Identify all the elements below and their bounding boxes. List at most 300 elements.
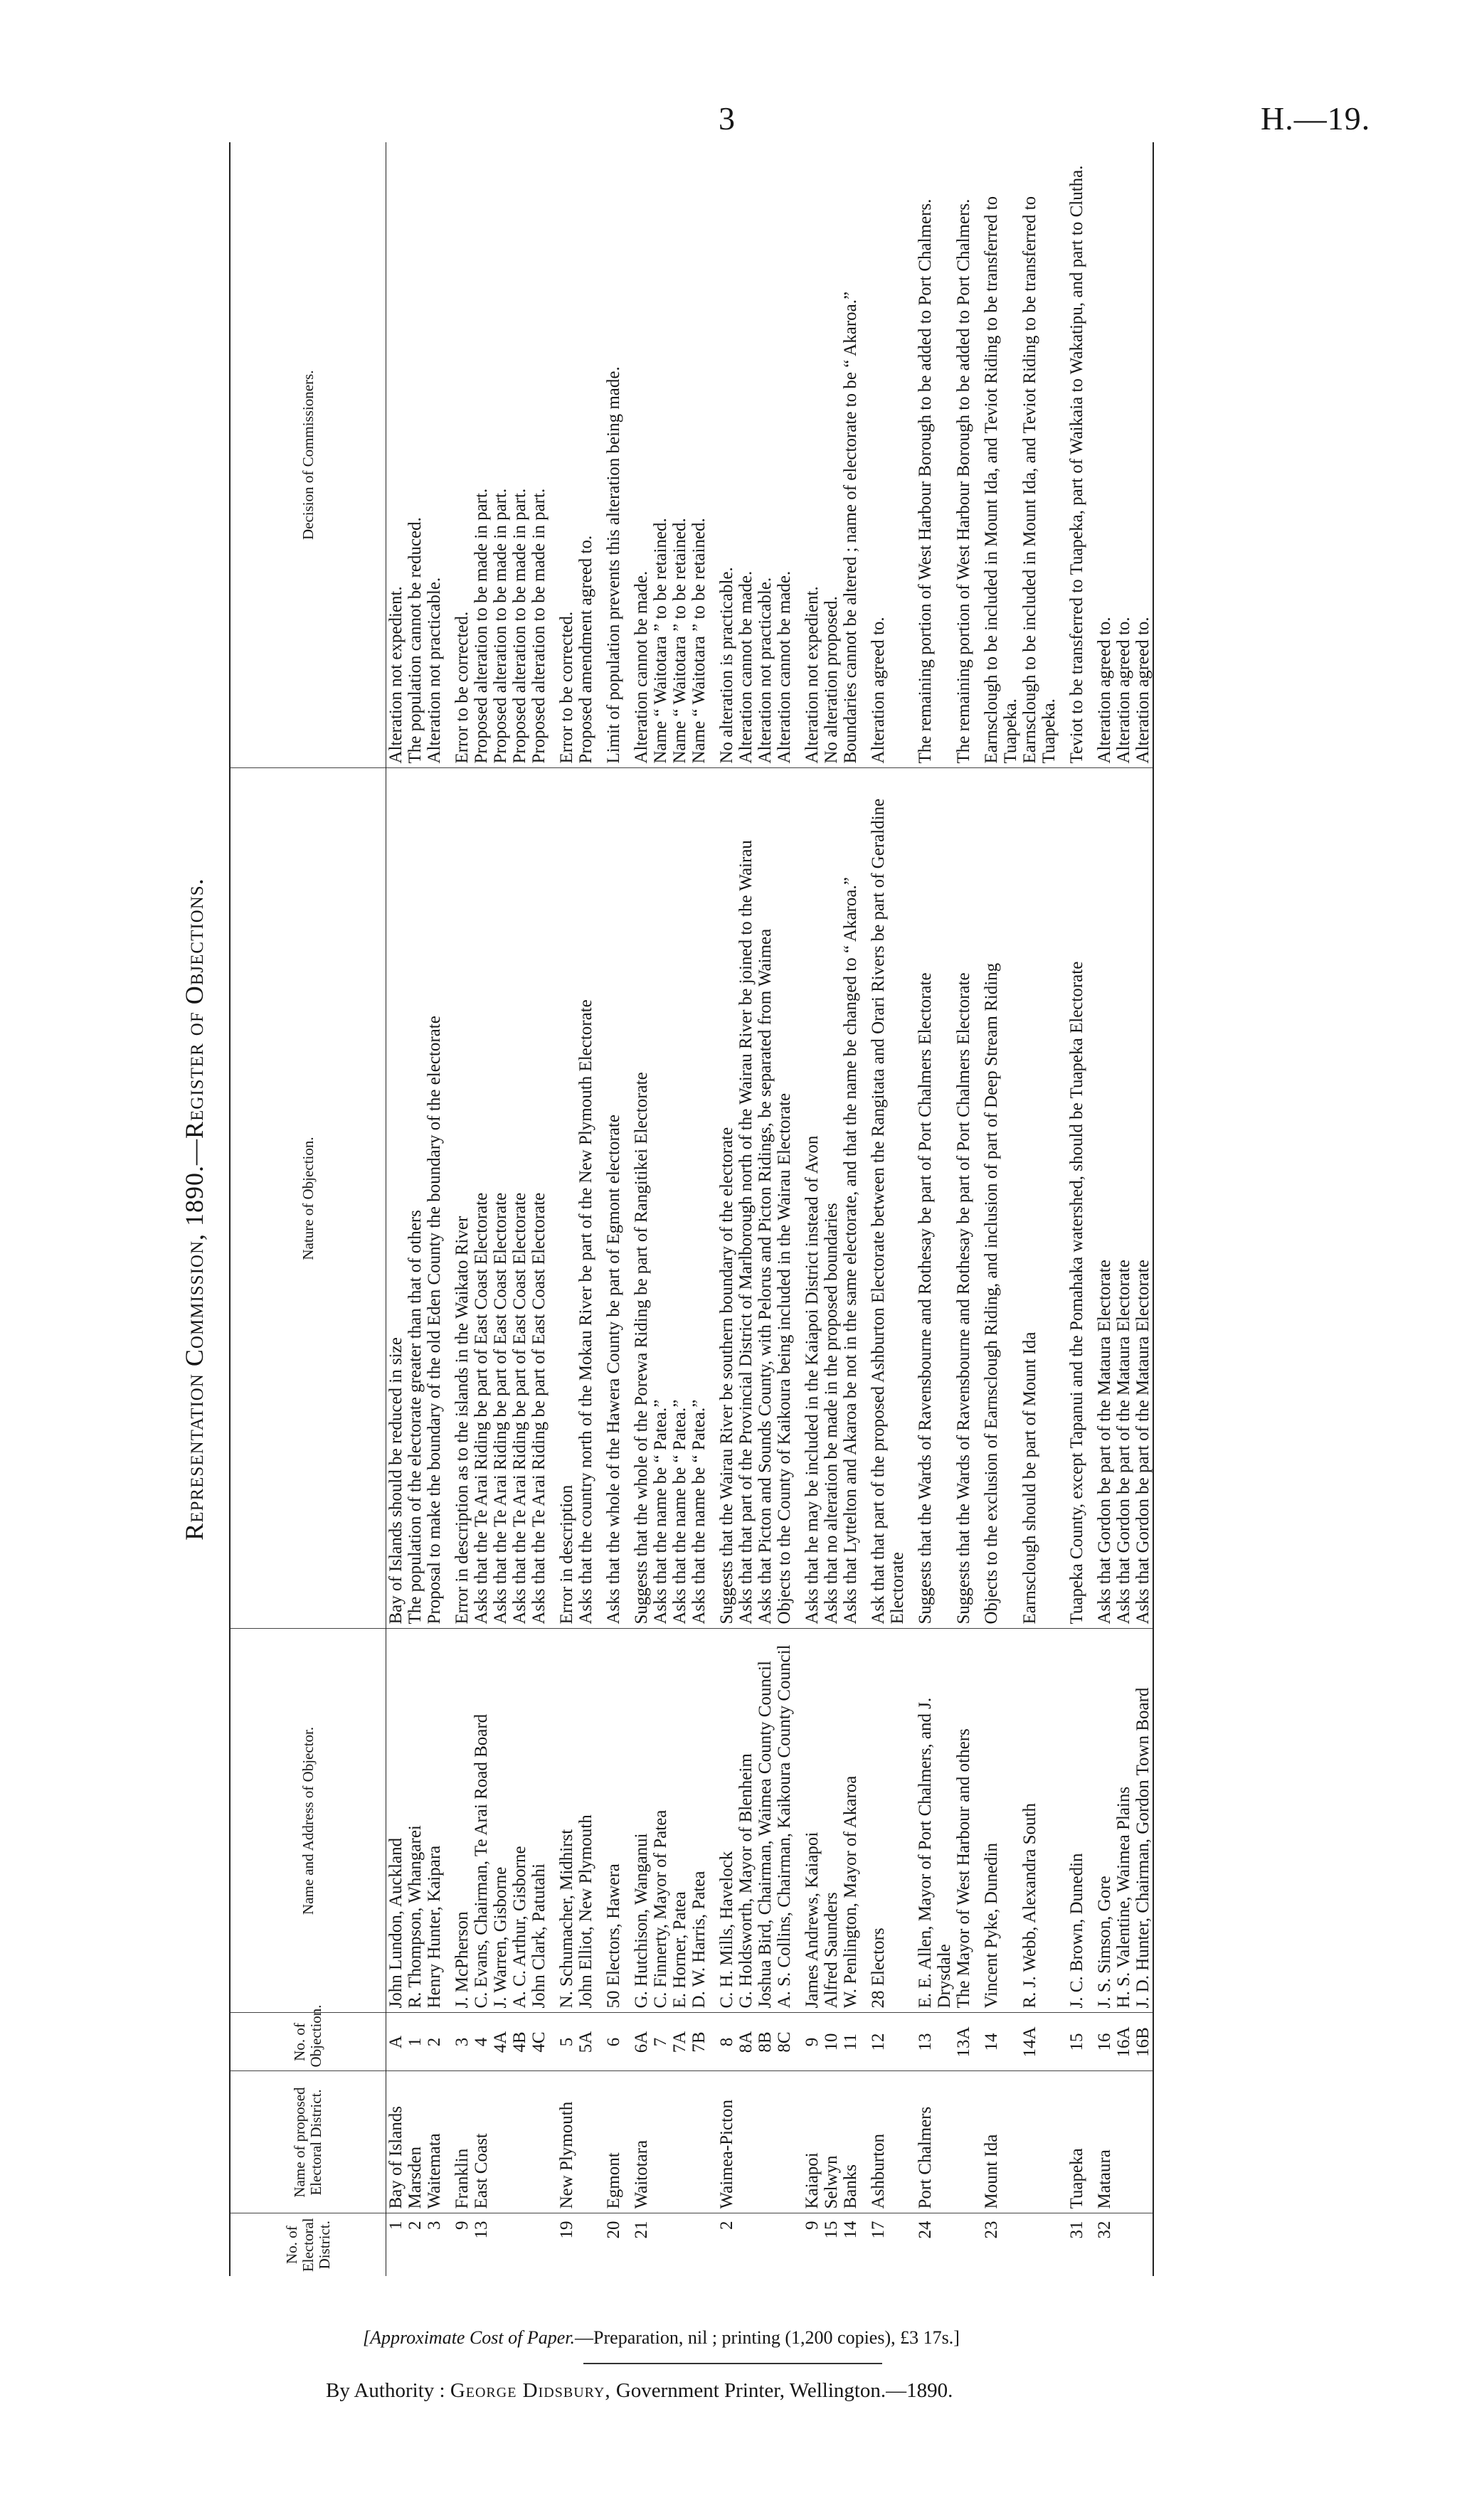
spacer-cell — [860, 142, 869, 768]
district-name-cell — [651, 2071, 670, 2213]
objection-number-cell: 1 — [406, 2013, 425, 2071]
district-name-cell: New Plymouth — [557, 2071, 576, 2213]
table-row — [557, 142, 576, 2276]
district-name-cell: Mataura — [1095, 2071, 1114, 2213]
district-number-cell: 23 — [982, 2221, 1001, 2239]
rotated-register-table — [176, 142, 1329, 2276]
district-number-cell: 2 — [717, 2221, 736, 2230]
spacer-cell — [623, 2213, 632, 2276]
district-number-cell — [510, 2213, 529, 2276]
objector-cell: J. S. Simson, Gore — [1095, 1629, 1114, 2013]
table-row — [916, 142, 954, 2276]
objection-nature-cell: Objects to the exclusion of Earnsclough Riding, and inclusion of part of Deep Stream Riding — [982, 768, 1020, 1629]
table-row — [425, 142, 444, 2276]
spacer-cell — [595, 2013, 604, 2071]
objector-cell: J. Warren, Gisborne — [491, 1629, 510, 2013]
table-row — [472, 142, 491, 2276]
objection-nature-cell: Objects to the County of Kaikoura being included in the Wairau Electorate — [775, 768, 794, 1629]
objector-cell: R. Thompson, Whangarei — [406, 1629, 425, 2013]
group-spacer — [907, 142, 916, 2276]
page-number: 3 — [719, 100, 735, 137]
objector-cell: Henry Hunter, Kaipara — [425, 1629, 444, 2013]
district-name-cell — [510, 2071, 529, 2213]
objector-cell: D. W. Harris, Patea — [689, 1629, 709, 2013]
objection-nature-cell: Asks that Gordon be part of the Mataura Electorate — [1114, 768, 1133, 1629]
table-row — [822, 142, 841, 2276]
table-row — [510, 142, 529, 2276]
spacer-cell — [1086, 768, 1095, 1629]
table-row — [1114, 142, 1133, 2276]
district-number-cell — [670, 2213, 689, 2276]
spacer-cell — [1086, 142, 1095, 768]
spacer-cell — [794, 768, 802, 1629]
group-spacer — [860, 142, 869, 2276]
objection-nature-cell: Asks that Lyttelton and Akaroa be not in the same electorate, and that the name be changed to “ Akaroa.” — [841, 768, 860, 1629]
objection-number-cell: 4C — [529, 2013, 549, 2071]
spacer-cell — [860, 2213, 869, 2276]
district-number-cell — [1133, 2213, 1153, 2276]
spacer-cell — [595, 1629, 604, 2013]
district-name-cell: Banks — [841, 2071, 860, 2213]
district-number-cell — [651, 2213, 670, 2276]
district-name-cell: Waitotara — [632, 2071, 651, 2213]
table-row — [802, 142, 822, 2276]
objection-nature-cell: Asks that the name be “ Patea.” — [651, 768, 670, 1629]
district-name-cell: Tuapeka — [1067, 2071, 1086, 2213]
table-row — [869, 142, 907, 2276]
table-row — [756, 142, 775, 2276]
commission-decision-cell: Alteration cannot be made. — [632, 142, 651, 768]
spacer-cell — [444, 768, 452, 1629]
commission-decision-cell: Earnsclough to be included in Mount Ida, and Teviot Riding to be transferred to Tuapeka. — [982, 142, 1020, 768]
spacer-cell — [860, 2071, 869, 2213]
printer-name: George Didsbury, — [450, 2379, 611, 2402]
objector-cell: C. Finnerty, Mayor of Patea — [651, 1629, 670, 2013]
table-row — [1095, 142, 1114, 2276]
spacer-cell — [623, 142, 632, 768]
commission-decision-cell: The remaining portion of West Harbour Borough to be added to Port Chalmers. — [916, 142, 954, 768]
commission-decision-cell: Name “ Waitotara ” to be retained. — [670, 142, 689, 768]
objection-nature-cell: Asks that Gordon be part of the Mataura Electorate — [1133, 768, 1153, 1629]
commission-decision-cell: Earnsclough to be included in Mount Ida, and Teviot Riding to be transferred to Tuapeka. — [1020, 142, 1059, 768]
spacer-cell — [595, 142, 604, 768]
objector-cell: Vincent Pyke, Dunedin — [982, 1629, 1020, 2013]
objector-cell: John Clark, Patutahi — [529, 1629, 549, 2013]
objector-cell: Alfred Saunders — [822, 1629, 841, 2013]
column-header-district-name: Name of proposed Electoral District. — [230, 2071, 386, 2213]
district-name-cell — [689, 2071, 709, 2213]
document-reference: H.—19. — [1261, 100, 1371, 137]
district-name-cell — [491, 2071, 510, 2213]
spacer-cell — [623, 1629, 632, 2013]
table-row — [406, 142, 425, 2276]
commission-decision-cell: Alteration not practicable. — [425, 142, 444, 768]
spacer-cell — [549, 2013, 557, 2071]
group-spacer — [549, 142, 557, 2276]
district-name-cell — [1114, 2071, 1133, 2213]
commission-decision-cell: Limit of population prevents this alteration being made. — [604, 142, 623, 768]
district-name-cell: Egmont — [604, 2071, 623, 2213]
objection-number-cell: 7A — [670, 2013, 689, 2071]
objector-cell: 28 Electors — [869, 1629, 907, 2013]
table-row — [841, 142, 860, 2276]
authority-line — [326, 2379, 953, 2403]
commission-decision-cell: The population cannot be reduced. — [406, 142, 425, 768]
spacer-cell — [623, 768, 632, 1629]
commission-decision-cell: Name “ Waitotara ” to be retained. — [651, 142, 670, 768]
district-number-cell — [1020, 2213, 1059, 2276]
authority-prefix: By Authority : — [326, 2379, 445, 2402]
commission-decision-cell: Proposed alteration to be made in part. — [472, 142, 491, 768]
table-row — [386, 142, 406, 2276]
objection-number-cell: 8C — [775, 2013, 794, 2071]
district-number-cell: 13 — [472, 2221, 491, 2239]
objection-nature-cell: Suggests that the Wards of Ravensbourne and Rothesay be part of Port Chalmers Electorate — [916, 768, 954, 1629]
district-name-cell — [736, 2071, 756, 2213]
objector-cell: Joshua Bird, Chairman, Waimea County Council — [756, 1629, 775, 2013]
district-number-cell: 20 — [604, 2221, 623, 2239]
spacer-cell — [973, 768, 982, 1629]
group-spacer — [1086, 142, 1095, 2276]
district-number-cell — [954, 2213, 973, 2276]
spacer-cell — [794, 2213, 802, 2276]
spacer-cell — [444, 2013, 452, 2071]
cost-note — [363, 2327, 960, 2349]
objection-nature-cell: Asks that Gordon be part of the Mataura Electorate — [1095, 768, 1114, 1629]
district-number-cell: 21 — [632, 2221, 651, 2239]
spacer-cell — [549, 2213, 557, 2276]
objections-table — [229, 142, 1154, 2276]
objection-number-cell: 5A — [576, 2013, 595, 2071]
district-name-cell: Franklin — [452, 2071, 472, 2213]
objector-cell: J. McPherson — [452, 1629, 472, 2013]
objection-nature-cell: Asks that the Te Arai Riding be part of East Coast Electorate — [510, 768, 529, 1629]
commission-decision-cell: Alteration not practicable. — [756, 142, 775, 768]
objection-number-cell: 13A — [954, 2013, 973, 2071]
district-number-cell: 3 — [425, 2221, 444, 2230]
table-row — [982, 142, 1020, 2276]
objector-cell: James Andrews, Kaiapoi — [802, 1629, 822, 2013]
objection-nature-cell: Asks that the Te Arai Riding be part of East Coast Electorate — [472, 768, 491, 1629]
district-name-cell — [1020, 2071, 1059, 2213]
commission-decision-cell: Alteration agreed to. — [869, 142, 907, 768]
spacer-cell — [1059, 2213, 1067, 2276]
objection-number-cell: 9 — [802, 2013, 822, 2071]
objection-nature-cell: Ask that that part of the proposed Ashburton Electorate between the Rangitata and Orari Rivers be part of Geraldine Electorate — [869, 768, 907, 1629]
spacer-cell — [595, 2213, 604, 2276]
objection-number-cell: 5 — [557, 2013, 576, 2071]
spacer-cell — [1059, 2013, 1067, 2071]
objection-number-cell: 3 — [452, 2013, 472, 2071]
spacer-cell — [709, 142, 717, 768]
spacer-cell — [623, 2071, 632, 2213]
table-row — [632, 142, 651, 2276]
district-name-cell — [954, 2071, 973, 2213]
objection-number-cell: 12 — [869, 2013, 907, 2071]
objector-cell: G. Hutchison, Wanganui — [632, 1629, 651, 2013]
district-number-cell: 9 — [452, 2221, 472, 2230]
cost-label: [Approximate Cost of Paper. — [363, 2327, 576, 2348]
district-number-cell: 24 — [916, 2221, 935, 2239]
district-name-cell — [529, 2071, 549, 2213]
spacer-cell — [1059, 1629, 1067, 2013]
spacer-cell — [907, 2071, 916, 2213]
table-row — [452, 142, 472, 2276]
district-number-cell: 19 — [557, 2221, 576, 2239]
group-spacer — [623, 142, 632, 2276]
column-header-decision: Decision of Commissioners. — [230, 142, 386, 768]
group-spacer — [1059, 142, 1067, 2276]
objection-number-cell: 7 — [651, 2013, 670, 2071]
table-row — [1020, 142, 1059, 2276]
spacer-cell — [860, 1629, 869, 2013]
spacer-cell — [444, 2213, 452, 2276]
objection-number-cell: 14 — [982, 2013, 1020, 2071]
district-number-cell: 1 — [386, 2221, 406, 2230]
district-name-cell — [1133, 2071, 1153, 2213]
spacer-cell — [973, 2213, 982, 2276]
commission-decision-cell: The remaining portion of West Harbour Borough to be added to Port Chalmers. — [954, 142, 973, 768]
objector-cell: John Elliot, New Plymouth — [576, 1629, 595, 2013]
table-header-row — [230, 142, 386, 2276]
commission-decision-cell: Alteration not expedient. — [386, 142, 406, 768]
spacer-cell — [907, 1629, 916, 2013]
table-row — [491, 142, 510, 2276]
district-name-cell: Kaiapoi — [802, 2071, 822, 2213]
objection-nature-cell: Suggests that the whole of the Porewa Riding be part of Rangitikei Electorate — [632, 768, 651, 1629]
spacer-cell — [1086, 1629, 1095, 2013]
commission-decision-cell: Alteration agreed to. — [1133, 142, 1153, 768]
group-spacer — [595, 142, 604, 2276]
district-number-cell: 32 — [1095, 2221, 1114, 2239]
objector-cell: G. Holdsworth, Mayor of Blenheim — [736, 1629, 756, 2013]
commission-decision-cell: Proposed alteration to be made in part. — [510, 142, 529, 768]
district-name-cell — [576, 2071, 595, 2213]
objector-cell: N. Schumacher, Midhirst — [557, 1629, 576, 2013]
objection-number-cell: 4B — [510, 2013, 529, 2071]
spacer-cell — [794, 2071, 802, 2213]
objection-nature-cell: Error in description as to the islands in the Waikato River — [452, 768, 472, 1629]
table-row — [604, 142, 623, 2276]
spacer-cell — [907, 142, 916, 768]
table-row — [651, 142, 670, 2276]
commission-decision-cell: Teviot to be transferred to Tuapeka, part of Waikaia to Wakatipu, and part to Clutha. — [1067, 142, 1086, 768]
objection-nature-cell: Asks that he may be included in the Kaiapoi District instead of Avon — [802, 768, 822, 1629]
objector-cell: 50 Electors, Hawera — [604, 1629, 623, 2013]
spacer-cell — [973, 1629, 982, 2013]
spacer-cell — [444, 142, 452, 768]
spacer-cell — [794, 1629, 802, 2013]
objection-number-cell: 13 — [916, 2013, 954, 2071]
objector-cell: A. C. Arthur, Gisborne — [510, 1629, 529, 2013]
spacer-cell — [623, 2013, 632, 2071]
objection-number-cell: 14A — [1020, 2013, 1059, 2071]
group-spacer — [444, 142, 452, 2276]
objection-nature-cell: Suggests that the Wards of Ravensbourne and Rothesay be part of Port Chalmers Electorate — [954, 768, 973, 1629]
commission-decision-cell: No alteration is practicable. — [717, 142, 736, 768]
objection-number-cell: 2 — [425, 2013, 444, 2071]
column-header-district-no: No. of Electoral District. — [230, 2213, 386, 2276]
objection-number-cell: 4A — [491, 2013, 510, 2071]
spacer-cell — [549, 142, 557, 768]
spacer-cell — [907, 2213, 916, 2276]
group-spacer — [973, 142, 982, 2276]
objector-cell: A. S. Collins, Chairman, Kaikoura County Council — [775, 1629, 794, 2013]
spacer-cell — [709, 2213, 717, 2276]
column-header-objection-no: No. of Objection. — [230, 2013, 386, 2071]
commission-decision-cell: No alteration proposed. — [822, 142, 841, 768]
objection-number-cell: 10 — [822, 2013, 841, 2071]
commission-decision-cell: Proposed amendment agreed to. — [576, 142, 595, 768]
spacer-cell — [1059, 2071, 1067, 2213]
objection-nature-cell: Earnsclough should be part of Mount Ida — [1020, 768, 1059, 1629]
spacer-cell — [709, 768, 717, 1629]
table-row — [670, 142, 689, 2276]
commission-decision-cell: Proposed alteration to be made in part. — [491, 142, 510, 768]
district-name-cell: Ashburton — [869, 2071, 907, 2213]
spacer-cell — [1059, 142, 1067, 768]
table-row — [576, 142, 595, 2276]
district-name-cell: Marsden — [406, 2071, 425, 2213]
objection-nature-cell: Asks that the name be “ Patea.” — [670, 768, 689, 1629]
objection-nature-cell: Asks that the Te Arai Riding be part of East Coast Electorate — [529, 768, 549, 1629]
table-row — [529, 142, 549, 2276]
objector-cell: J. C. Brown, Dunedin — [1067, 1629, 1086, 2013]
district-number-cell — [756, 2213, 775, 2276]
objector-cell: E. E. Allen, Mayor of Port Chalmers, and J. Drysdale — [916, 1629, 954, 2013]
objection-nature-cell: Asks that the country north of the Mokau River be part of the New Plymouth Electorate — [576, 768, 595, 1629]
commission-decision-cell: Alteration agreed to. — [1114, 142, 1133, 768]
table-row — [736, 142, 756, 2276]
table-row — [689, 142, 709, 2276]
spacer-cell — [907, 768, 916, 1629]
objection-number-cell: 16A — [1114, 2013, 1133, 2071]
objection-nature-cell: Suggests that the Wairau River be southern boundary of the electorate — [717, 768, 736, 1629]
group-spacer — [709, 142, 717, 2276]
objection-nature-cell: Tuapeka County, except Tapanui and the Pomahaka watershed, should be Tuapeka Electorate — [1067, 768, 1086, 1629]
objection-nature-cell: Bay of Islands should be reduced in size — [386, 768, 406, 1629]
objection-nature-cell: Asks that no alteration be made in the proposed boundaries — [822, 768, 841, 1629]
spacer-cell — [595, 2071, 604, 2213]
district-name-cell: Waimea-Picton — [717, 2071, 736, 2213]
objector-cell: The Mayor of West Harbour and others — [954, 1629, 973, 2013]
objector-cell: C. Evans, Chairman, Te Arai Road Board — [472, 1629, 491, 2013]
objector-cell: R. J. Webb, Alexandra South — [1020, 1629, 1059, 2013]
objection-nature-cell: Asks that Picton and Sounds County, with Pelorus and Picton Ridings, be separated from Waimea — [756, 768, 775, 1629]
commission-decision-cell: Error to be corrected. — [452, 142, 472, 768]
objector-cell: W. Penlington, Mayor of Akaroa — [841, 1629, 860, 2013]
column-header-nature: Nature of Objection. — [230, 768, 386, 1629]
objection-nature-cell: Asks that the whole of the Hawera County be part of Egmont electorate — [604, 768, 623, 1629]
district-name-cell: Selwyn — [822, 2071, 841, 2213]
objection-number-cell: 6 — [604, 2013, 623, 2071]
table-row — [954, 142, 973, 2276]
spacer-cell — [1086, 2213, 1095, 2276]
footer-divider — [583, 2363, 882, 2364]
spacer-cell — [1086, 2071, 1095, 2213]
spacer-cell — [794, 142, 802, 768]
district-name-cell: Bay of Islands — [386, 2071, 406, 2213]
objection-nature-cell: Error in description — [557, 768, 576, 1629]
objection-number-cell: 11 — [841, 2013, 860, 2071]
objection-nature-cell: Asks that that part of the Provincial District of Marlborough north of the Wairau River be joined to the Wairau — [736, 768, 756, 1629]
district-number-cell: 9 — [802, 2221, 822, 2230]
commission-decision-cell: Error to be corrected. — [557, 142, 576, 768]
commission-decision-cell: Boundaries cannot be altered ; name of electorate to be “ Akaroa.” — [841, 142, 860, 768]
spacer-cell — [860, 768, 869, 1629]
objection-number-cell: 16 — [1095, 2013, 1114, 2071]
objection-number-cell: 4 — [472, 2013, 491, 2071]
district-number-cell — [1114, 2213, 1133, 2276]
spacer-cell — [860, 2013, 869, 2071]
spacer-cell — [709, 2013, 717, 2071]
table-title: Representation Commission, 1890.—Register of Objections. — [180, 878, 208, 1541]
objection-nature-cell: Asks that the Te Arai Riding be part of East Coast Electorate — [491, 768, 510, 1629]
objection-number-cell: 6A — [632, 2013, 651, 2071]
district-number-cell: 15 — [822, 2221, 841, 2239]
district-name-cell: East Coast — [472, 2071, 491, 2213]
district-number-cell: 14 — [841, 2221, 860, 2239]
spacer-cell — [973, 2013, 982, 2071]
table-row — [1133, 142, 1153, 2276]
objection-nature-cell: Asks that the name be “ Patea.” — [689, 768, 709, 1629]
district-number-cell — [736, 2213, 756, 2276]
spacer-cell — [709, 2071, 717, 2213]
objector-cell: J. D. Hunter, Chairman, Gordon Town Board — [1133, 1629, 1153, 2013]
objection-nature-cell: Proposal to make the boundary of the old Eden County the boundary of the electorate — [425, 768, 444, 1629]
commission-decision-cell: Alteration cannot be made. — [775, 142, 794, 768]
district-number-cell: 31 — [1067, 2221, 1086, 2239]
spacer-cell — [1059, 768, 1067, 1629]
spacer-cell — [444, 1629, 452, 2013]
spacer-cell — [794, 2013, 802, 2071]
cost-text: —Preparation, nil ; printing (1,200 copies), £3 17s.] — [575, 2327, 960, 2348]
district-number-cell — [689, 2213, 709, 2276]
commission-decision-cell: Proposed alteration to be made in part. — [529, 142, 549, 768]
district-number-cell — [576, 2213, 595, 2276]
objection-number-cell: 16B — [1133, 2013, 1153, 2071]
column-header-objector: Name and Address of Objector. — [230, 1629, 386, 2013]
spacer-cell — [549, 768, 557, 1629]
spacer-cell — [973, 142, 982, 768]
objector-cell: John Lundon, Auckland — [386, 1629, 406, 2013]
commission-decision-cell: Name “ Waitotara ” to be retained. — [689, 142, 709, 768]
spacer-cell — [549, 1629, 557, 2013]
objector-cell: E. Horner, Patea — [670, 1629, 689, 2013]
objection-number-cell: 15 — [1067, 2013, 1086, 2071]
table-row — [717, 142, 736, 2276]
objector-cell: H. S. Valentine, Waimea Plains — [1114, 1629, 1133, 2013]
objection-number-cell: 8B — [756, 2013, 775, 2071]
spacer-cell — [549, 2071, 557, 2213]
spacer-cell — [444, 2071, 452, 2213]
authority-suffix: Government Printer, Wellington.—1890. — [615, 2379, 953, 2402]
commission-decision-cell: Alteration not expedient. — [802, 142, 822, 768]
objection-number-cell: 7B — [689, 2013, 709, 2071]
objection-number-cell: A — [386, 2013, 406, 2071]
objection-number-cell: 8A — [736, 2013, 756, 2071]
district-name-cell — [670, 2071, 689, 2213]
district-number-cell — [529, 2213, 549, 2276]
commission-decision-cell: Alteration agreed to. — [1095, 142, 1114, 768]
spacer-cell — [595, 768, 604, 1629]
district-name-cell — [775, 2071, 794, 2213]
table-body — [386, 142, 1154, 2276]
spacer-cell — [907, 2013, 916, 2071]
objection-number-cell: 8 — [717, 2013, 736, 2071]
spacer-cell — [1086, 2013, 1095, 2071]
district-number-cell: 17 — [869, 2221, 888, 2239]
